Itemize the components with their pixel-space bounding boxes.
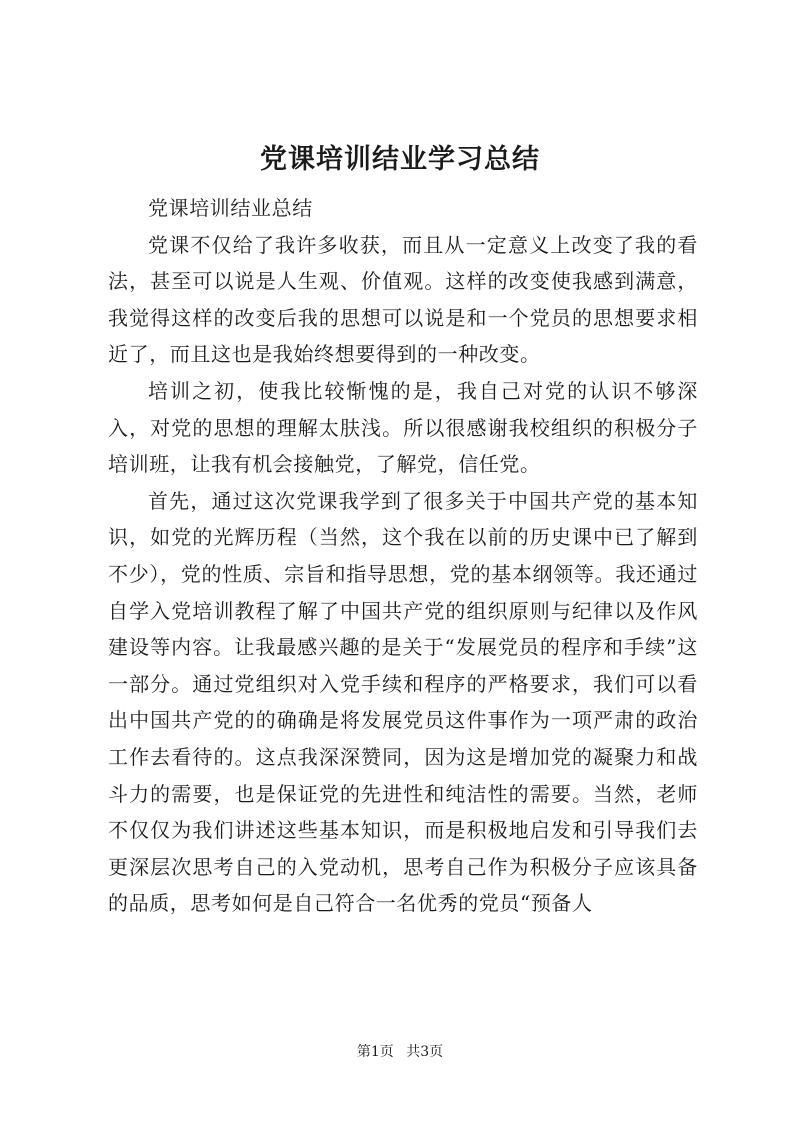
paragraph: 党课不仅给了我许多收获，而且从一定意义上改变了我的看法，甚至可以说是人生观、价值观。这样的改变使我感到满意，我觉得这样的改变后我的思想可以说是和一个党员的思想要求相近了，而且这也是我始终想要得到的一种改变。 — [108, 232, 698, 367]
document-subtitle: 党课培训结业总结 — [148, 196, 313, 220]
paragraph: 首先，通过这次党课我学到了很多关于中国共产党的基本知识，如党的光辉历程（当然，这个我在以前的历史课中已了解到不少），党的性质、宗旨和指导思想，党的基本纲领等。我还通过自学入党培训教程了解了中国共产党的组织原则与纪律以及作风建设等内容。让我最感兴趣的是关于“发展党员的程序和手续”这一部分。通过党组织对入党手续和程序的严格要求，我们可以看出中国共产党的的确确是将发展党员这件事作为一项严肃的政治工作去看待的。这点我深深赞同，因为这是增加党的凝聚力和战斗力的需要，也是保证党的先进性和纯洁性的需要。当然，老师不仅仅为我们讲述这些基本知识，而是积极地启发和引导我们去更深层次思考自己的入党动机，思考自己作为积极分子应该具备的品质，思考如何是自己符合一名优秀的党员“预备人 — [108, 488, 698, 916]
document-body — [108, 190, 698, 922]
page-total: 共3页 — [406, 1044, 444, 1060]
document-title: 党课培训结业学习总结 — [260, 144, 540, 175]
paragraph: 培训之初，使我比较惭愧的是，我自己对党的认识不够深入，对党的思想的理解太肤浅。所以很感谢我校组织的积极分子培训班，让我有机会接触党，了解党，信任党。 — [108, 378, 698, 477]
page-number: 第1页 — [356, 1044, 394, 1060]
page-footer — [0, 1042, 800, 1062]
